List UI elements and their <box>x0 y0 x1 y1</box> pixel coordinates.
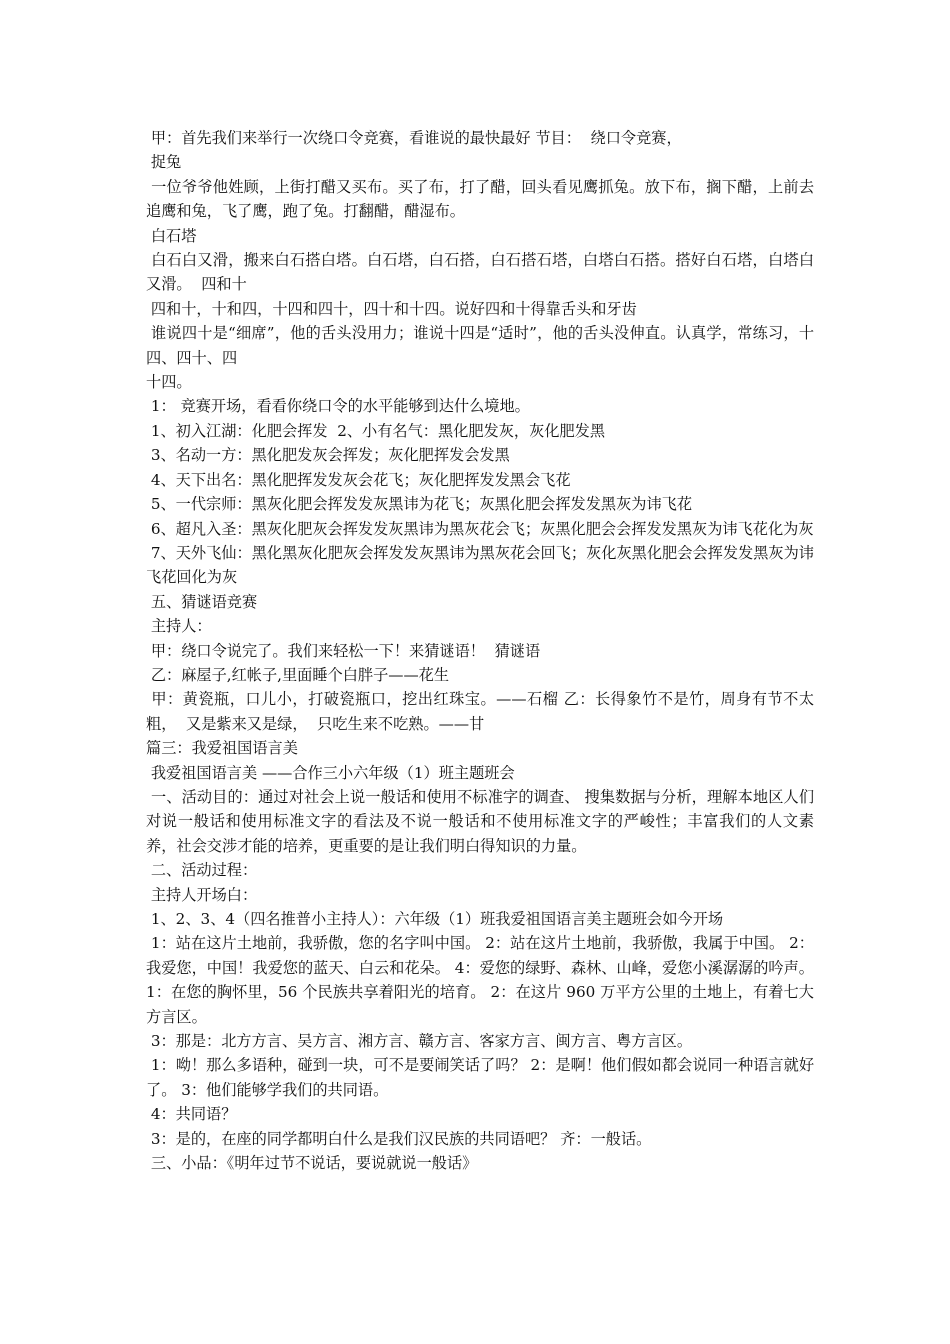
heading-zhuotu: 捉兔 <box>146 153 182 172</box>
paragraph-19: 乙：麻屋子,红帐子,里面睡个白胖子——花生 <box>146 665 450 684</box>
paragraph-23: 一、活动目的：通过对社会上说一般话和使用不标准字的调查、 搜集数据与分析，理解本地区人们对说一般话和使用标准文字的看法及不说一般话和不使用标准文字的严峻性；丰富我们的人文素养，社会交涉才能的培养，更重要的是让我们明白得知识的力量。 <box>146 787 815 855</box>
paragraph-6: 四和十，十和四，十四和四十，四十和十四。说好四和十得靠舌头和牙齿 <box>146 299 637 318</box>
paragraph-11: 3、名动一方：黑化肥发灰会挥发；灰化肥挥发会发黑 <box>146 446 510 465</box>
paragraph-24: 二、活动过程： <box>146 861 258 880</box>
paragraph-29: 1：呦！那么多语种，碰到一块，可不是要闹笑话了吗？ 2：是啊！他们假如都会说同一种语言就好了。 3：他们能够学我们的共同语。 <box>146 1056 815 1099</box>
paragraph-30: 4：共同语？ <box>146 1105 237 1124</box>
paragraph-26: 1、2、3、4（四名推普小主持人）：六年级（1）班我爱祖国语言美主题班会如今开场 <box>146 910 724 928</box>
paragraph-18: 甲：绕口令说完了。我们来轻松一下！来猜谜语！ 猜谜语 <box>146 641 541 660</box>
paragraph-25: 主持人开场白： <box>146 885 258 904</box>
paragraph-9: 1： 竞赛开场，看看你绕口令的水平能够到达什么境地。 <box>146 397 530 416</box>
paragraph-10: 1、初入江湖：化肥会挥发 2、小有名气：黑化肥发灰，灰化肥发黑 <box>146 421 606 440</box>
paragraph-32: 三、小品：《明年过节不说话，要说就说一般话》 <box>146 1154 478 1173</box>
section-title: 篇三：我爱祖国语言美 <box>146 739 298 758</box>
heading-baishita: 白石塔 <box>146 226 197 245</box>
paragraph-20: 甲：黄瓷瓶，口儿小，打破瓷瓶口，挖出红珠宝。——石榴 乙：长得象竹不是竹，周身有节不太粗， 又是紫来又是绿， 只吃生来不吃熟。——甘 <box>146 690 815 733</box>
paragraph-31: 3：是的，在座的同学都明白什么是我们汉民族的共同语吧？ 齐：一般话。 <box>146 1129 652 1148</box>
paragraph-28: 3：那是：北方方言、吴方言、湘方言、赣方言、客家方言、闽方言、粤方言区。 <box>146 1032 693 1051</box>
heading-riddles: 五、猜谜语竞赛 <box>146 592 258 611</box>
paragraph-17: 主持人： <box>146 617 212 636</box>
paragraph-8: 十四。 <box>146 373 192 392</box>
paragraph-7: 谁说四十是“细席”，他的舌头没用力；谁说十四是“适时”，他的舌头没伸直。认真学，常练习，十四、四十、四 <box>146 324 815 367</box>
paragraph-15: 7、天外飞仙：黑化黑灰化肥灰会挥发发灰黑讳为黑灰花会回飞；灰化灰黑化肥会会挥发发黑灰为讳飞花回化为灰 <box>146 543 814 587</box>
paragraph-27: 1：站在这片土地前，我骄傲，您的名字叫中国。 2：站在这片土地前，我骄傲，我属于中国。 2：我爱您，中国！我爱您的蓝天、白云和花朵。 4：爱您的绿野、森林、山峰，爱您小溪潺潺的吟声。 1：在您的胸怀里，56 个民族共享着阳光的培育。 2：在这片 960 万平方公里的土地上，有着七大方言区。 <box>146 934 819 1026</box>
section-subtitle: 我爱祖国语言美 ——合作三小六年级（1）班主题班会 <box>146 763 515 782</box>
paragraph-1: 甲：首先我们来举行一次绕口令竞赛，看谁说的最快最好 节目： 绕口令竞赛， <box>146 129 682 147</box>
paragraph-13: 5、一代宗师：黑灰化肥会挥发发灰黑讳为花飞；灰黑化肥会挥发发黑灰为讳飞花 <box>146 495 693 514</box>
paragraph-12: 4、天下出名：黑化肥挥发发灰会花飞；灰化肥挥发发黑会飞花 <box>146 470 571 489</box>
paragraph-5: 白石白又滑，搬来白石搭白塔。白石塔，白石搭，白石搭石塔，白塔白石搭。搭好白石塔，白塔白又滑。 四和十 <box>146 251 815 294</box>
paragraph-3: 一位爷爷他姓顾，上街打醋又买布。买了布，打了醋，回头看见鹰抓兔。放下布，搁下醋，上前去追鹰和兔，飞了鹰，跑了兔。打翻醋，醋湿布。 <box>146 177 815 221</box>
document-page <box>146 126 819 1175</box>
paragraph-14: 6、超凡入圣：黑灰化肥灰会挥发发灰黑讳为黑灰花会飞；灰黑化肥会会挥发发黑灰为讳飞花化为灰 <box>146 519 814 538</box>
